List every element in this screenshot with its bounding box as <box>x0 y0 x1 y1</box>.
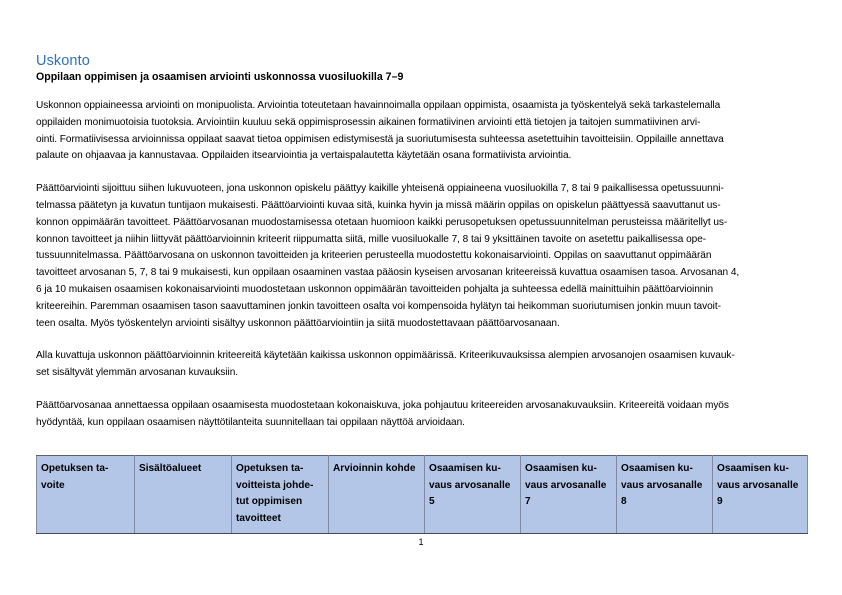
text-line: Päättöarvosanaa annettaessa oppilaan osaamisesta muodostetaan kokonaiskuva, joka pohjautuu kriteereiden arvosanakuvauksiin. Kriteereitä voidaan myös <box>36 399 729 411</box>
text-line: konnon oppimäärän tavoitteet. Päättöarvosanan muodostamisessa otetaan huomioon kaikki perusopetuksen opetussuunnitelman perusteissa määritellyt us- <box>36 216 728 228</box>
text-line: ointi. Formatiivisessa arvioinnissa oppilaat saavat tietoa oppimisen edistymisestä ja suoriutumisesta suhteessa asetettuihin tavoitteisiin. Oppilaille annettava <box>36 133 724 145</box>
header-text: voite <box>41 479 65 491</box>
paragraph-criteria-usage <box>36 348 804 382</box>
header-text: 8 <box>621 496 627 507</box>
text-line: Päättöarviointi sijoittuu siihen lukuvuoteen, jona uskonnon opiskelu päättyy kaikille yhteisenä oppiaineena vuosiluokilla 7, 8 tai 9 paikallisessa opetussuunni- <box>36 183 724 195</box>
header-text: Sisältöalueet <box>139 463 202 474</box>
header-text: Osaamisen ku- <box>525 463 597 474</box>
text-line: hyödyntää, kun oppilaan osaamisen näyttötilanteita suunnitellaan tai oppilaan näyttöä arvioidaan. <box>36 416 465 428</box>
header-text: vaus arvosanalle <box>429 479 511 491</box>
text-line: tussuunnitelmassa. Päättöarvosana on uskonnon tavoitteiden ja kriteerien perusteella muodostettu kokonaisarviointi. Oppilas on saavuttanut oppimäärän <box>36 250 712 262</box>
header-cell-content-areas <box>135 456 232 534</box>
text-line: Uskonnon oppiaineessa arviointi on monipuolista. Arviointia toteutetaan havainnoimalla oppilaan oppimista, osaamista ja työskentelyä sekä tarkastelemalla <box>36 100 721 111</box>
header-text: Osaamisen ku- <box>621 463 693 474</box>
header-text: Arvioinnin kohde <box>333 463 416 474</box>
section-subtitle: Oppilaan oppimisen ja osaamisen arviointi uskonnossa vuosiluokilla 7–9 <box>36 71 404 83</box>
table-header-row <box>37 456 808 534</box>
page-number: 1 <box>418 537 424 547</box>
header-text: Osaamisen ku- <box>429 463 501 474</box>
header-text: 7 <box>525 496 531 507</box>
text-line: telmassa päätetyn ja kuvatun tuntijaon mukaisesti. Päättöarviointi kuvaa sitä, kuinka hyvin ja missä määrin oppilas on opiskelun päättyessä saavuttanut us- <box>36 199 721 211</box>
header-cell-grade-8 <box>617 456 713 534</box>
text-line: 6 ja 10 mukaisen osaamisen kokonaisarviointi muodostetaan uskonnon oppimäärän tavoitteiden pohjalta ja suhteessa edellä mainittuihin päättöarvioinnin <box>36 283 714 295</box>
text-line: kriteereihin. Paremman osaamisen tason saavuttaminen jonkin tavoitteen osalta voi kompensoida hylätyn tai heikomman suoriutumisen jonkin muun tavoit- <box>36 300 721 312</box>
text-line: set sisältyvät ylemmän arvosanan kuvauksiin. <box>36 367 239 379</box>
header-text: vaus arvosanalle <box>717 479 799 491</box>
page-title: Uskonto <box>36 53 90 69</box>
header-text: Opetuksen ta- <box>41 463 109 474</box>
header-cell-assessment-target <box>329 456 425 534</box>
header-cell-teaching-goal <box>37 456 135 534</box>
header-text: 5 <box>429 496 435 507</box>
header-text: vaus arvosanalle <box>621 479 703 491</box>
header-text: tavoitteet <box>236 512 281 524</box>
criteria-table <box>36 455 808 534</box>
text-line: palaute on ohjaavaa ja kannustavaa. Oppilaiden itsearviointia ja vertaispalautetta käytetään osana formatiivista arviointia. <box>36 150 572 162</box>
header-text: voitteista johde- <box>236 479 314 491</box>
document-page <box>36 52 808 448</box>
header-cell-learning-goals <box>232 456 329 534</box>
header-cell-grade-9 <box>713 456 808 534</box>
text-line: konnon tavoitteet ja niihin liittyvät päättöarvioinnin kriteerit riippumatta siitä, mille vuosiluokalle 7, 8 tai 9 yksittäinen tavoite on asetettu paikallisessa ope- <box>36 233 707 245</box>
paragraph-assessment-intro <box>36 98 804 165</box>
header-text: 9 <box>717 496 723 507</box>
text-line: Alla kuvattuja uskonnon päättöarvioinnin kriteereitä käytetään kaikissa uskonnon oppimäärissä. Kriteerikuvauksissa alempien arvosanojen osaamisen kuvauk- <box>36 350 735 362</box>
header-text: Osaamisen ku- <box>717 463 789 474</box>
header-cell-grade-5 <box>425 456 521 534</box>
text-line: teen osalta. Myös työskentelyn arviointi sisältyy uskonnon päättöarviointiin ja siitä muodostettavaan päättöarvosanaan. <box>36 317 560 329</box>
header-text: Opetuksen ta- <box>236 463 304 474</box>
text-line: oppilaiden monimuotoisia tuotoksia. Arviointiin kuuluu sekä oppimisprosessin aikainen formatiivinen arviointi että tietojen ja taitojen summatiivinen arvi- <box>36 116 701 128</box>
paragraph-final-assessment <box>36 181 804 332</box>
header-cell-grade-7 <box>521 456 617 534</box>
header-text: tut oppimisen <box>236 496 303 507</box>
text-line: tavoitteet arvosanan 5, 7, 8 tai 9 mukaisesti, kun oppilaan osaaminen vastaa pääosin kyseisen arvosanan kriteereissä kuvattua osaamisen tasoa. Arvosanan 4, <box>36 267 740 279</box>
header-text: vaus arvosanalle <box>525 479 607 491</box>
paragraph-final-grade <box>36 398 804 432</box>
